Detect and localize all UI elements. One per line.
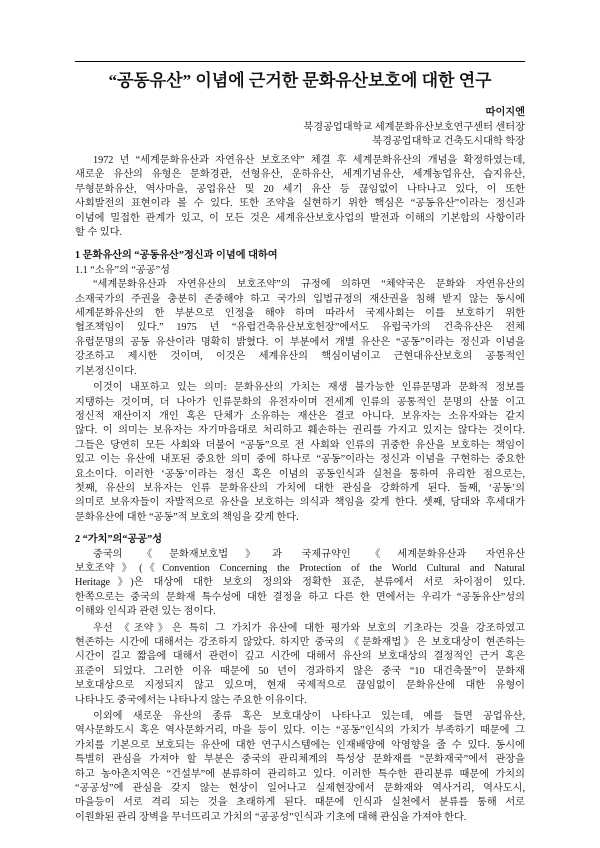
text-line: 문화유산에 대한 “공동”적 보호의 책임을 갖게 한다. <box>75 511 299 523</box>
body-paragraph <box>75 278 525 379</box>
text-line: 첫째, 유산의 보유자는 인류 문화유산의 가치에 대한 관심을 강화하게 된다. 둘째, ‘공동’의 <box>75 482 525 494</box>
text-line: 새로운 유산의 유형은 문화경관, 선형유산, 운하유산, 세계기념유산, 세계농업유산, 습지유산, <box>75 169 525 181</box>
text-line: 있고 이는 유산에 내포된 중요한 의미 중에 하나로 “공동”이라는 정신과 이념을 구현하는 중요한 <box>75 454 525 466</box>
text-line: 이것이 내포하고 있는 의미: 문화유산의 가치는 재생 불가능한 인류문명과 문화적 정보를 <box>93 382 525 394</box>
text-line: 특별히 관심을 가져야 할 부분은 중국의 관리체계의 특성상 문화재를 “문화재국”에서 관장을 <box>75 754 525 766</box>
section-heading: 2 “가치”의“공공”성 <box>75 534 163 546</box>
text-line: 한쪽으로는 중국의 문화재 특수성에 대한 결정을 하고 다른 한 면에서는 우리가 “공동유산”성의 <box>75 591 525 603</box>
text-line: 소재국가의 주권을 충분히 존중해야 하고 국가의 입법규정의 재산권을 침해 받지 않는 동시에 <box>75 293 525 305</box>
body-paragraph <box>75 381 525 525</box>
header-rule <box>75 61 525 62</box>
text-line: 할 수 있다. <box>75 227 123 239</box>
text-line: 세계문화유산의 한 부분으로 인정을 해야 하며 따라서 국제사회는 이를 보호하기 위한 <box>75 308 525 320</box>
text-line: 나타나도 중국에서는 나타나지 않는 주요한 이유이다. <box>75 694 307 706</box>
text-line: 역사문화도시 혹은 역사문화거리, 마을 등이 있다. 이는 “공동”인식의 가치가 부족하기 때문에 그 <box>75 725 525 737</box>
text-line: 중국의 《문화재보호법》과 국제규약인 《세계문화유산과 자연유산 <box>93 548 525 560</box>
text-line: 이념에 밀접한 관계가 있고, 이 모든 것은 세계유산보호사업의 발전과 이해의 기본합의 사항이라 <box>75 212 525 224</box>
text-line: 사회발전의 표현이라 볼 수 있다. 또한 조약을 실현하기 위한 핵심은 “공동유산”이라는 정신과 <box>75 198 525 210</box>
body-paragraph <box>75 622 525 708</box>
text-line: 요소이다. 이러한 ‘공동’이라는 정신 혹은 이념의 공동인식과 실천을 통하여 유리한 점으로는, <box>75 468 525 480</box>
text-line: 보호대상으로 지정되지 않고 있으며, 현재 국제적으로 끊임없이 문화유산에 대한 유형이 <box>75 680 525 692</box>
paper-title: “공동유산” 이념에 근거한 문화유산보호에 대한 연구 <box>108 71 492 90</box>
text-line: 그들은 당연히 모든 사회와 더불어 “공동”으로 전 사회와 인류의 귀중한 유산을 보호하는 책임이 <box>75 439 525 451</box>
text-line: 시간이 길고 짧음에 대해서 관련이 깊고 시간에 대해서 유산의 보호대상의 결정적인 근거 혹은 <box>75 651 525 663</box>
author-name: 따이지엔 <box>485 107 525 118</box>
body-paragraph <box>75 710 525 825</box>
author-affiliation: 북경공업대학교 건축도시대학 학장 <box>372 136 525 148</box>
text-line: 정신적 재산이지 개인 혹은 단체가 소유하는 재산은 결코 아니다. 보유자는 소유자와는 같지 <box>75 410 525 422</box>
subsection-heading: 1.1 “소유”의 “공공”성 <box>75 264 170 276</box>
abstract-paragraph <box>75 154 525 240</box>
byline <box>75 106 525 150</box>
text-line: Heritage》)은 대상에 대한 보호의 정의와 정확한 표준, 분류에서 서로 차이점이 있다. <box>75 577 525 589</box>
text-line: 지탱하는 것이며, 더 나아가 인류문화의 유전자이며 전세계 인류의 공통적인 문명의 산물 이고 <box>75 396 525 408</box>
text-line: 표준이 되었다. 그러한 이유 때문에 50 년이 경과하지 않은 중국 “10 대건축물”이 문화재 <box>75 665 525 677</box>
text-line: 기본정신이다. <box>75 365 137 377</box>
text-line: 1972 년 “세계문화유산과 자연유산 보호조약” 체결 후 세계문화유산의 개념을 확정하였는데, <box>93 155 525 166</box>
text-line: 이원화된 관리 장벽을 무너뜨리고 가치의 “공공성”인식과 기초에 대해 관심을 가져야 한다. <box>75 811 467 823</box>
text-line: 가치를 기본으로 보호되는 유산에 대한 연구시스템에는 인재배양에 악영향을 줄 수 있다. 동시에 <box>75 739 525 751</box>
body-paragraph <box>75 548 525 620</box>
section-heading: 1 문화유산의 “공동유산”정신과 이념에 대하여 <box>75 250 278 262</box>
text-line: 이해와 인식과 관련 있는 점이다. <box>75 606 216 618</box>
text-line: 않다. 이 의미는 보유자는 자기마음대로 처리하고 훼손하는 권리를 가지고 있지는 않다는 것이다. <box>75 425 525 437</box>
text-line: 보호조약》(《Convention Concerning the Protection of the World Cultural and Natural <box>75 562 525 574</box>
text-line: 이외에 새로운 유산의 종류 혹은 보호대상이 나타나고 있는데, 예를 들면 공업유산, <box>93 711 525 723</box>
text-line: 협조책임이 있다.” 1975 년 “유럽건축유산보호헌장”에서도 유럽국가의 건축유산은 전체 <box>75 322 525 334</box>
text-line: “공공성”에 관심을 갖지 않는 현상이 일어나고 실제현장에서 문화재와 역사거리, 역사도시, <box>75 783 525 795</box>
author-affiliation: 북경공업대학교 세계문화유산보호연구센터 센터장 <box>303 121 525 133</box>
text-line: 의미로 보유자들이 자발적으로 유산을 보호하는 의식과 책임을 갖게 한다. 셋째, 당대와 후세대가 <box>75 497 525 509</box>
text-line: 강조하고 제시한 것이며, 이것은 세계유산의 핵심이념이고 근현대유산보호의 공통적인 <box>75 351 525 363</box>
text-line: “세계문화유산과 자연유산의 보호조약”의 규정에 의하면 “체약국은 문화와 자연유산의 <box>93 279 525 291</box>
text-line: 무형문화유산, 역사마을, 공업유산 및 20 세기 유산 등 끊임없이 나타나고 있다, 이 또한 <box>75 183 525 195</box>
text-line: 마을등이 서로 격리 되는 것을 초래하게 된다. 때문에 인식과 실천에서 분류를 통해 서로 <box>75 797 525 809</box>
text-line: 유럽문명의 공동 유산이라 명확히 밝혔다. 이 부분에서 개별 유산은 “공동”이라는 정신과 이념을 <box>75 336 525 348</box>
text-line: 하고 농아촌지역은 “건설부”에 분류하여 관리하고 있다. 이러한 특수한 관리분류 때문에 가치의 <box>75 768 525 780</box>
text-line: 우선 《조약》은 특히 그 가치가 유산에 대한 평가와 보호의 기초라는 것을 강조하였고 <box>93 622 525 634</box>
body-column <box>75 154 525 825</box>
text-line: 현존하는 시간에 대해서는 강조하지 않았다. 하지만 중국의 《문화재법》은 보호대상이 현존하는 <box>75 637 525 648</box>
